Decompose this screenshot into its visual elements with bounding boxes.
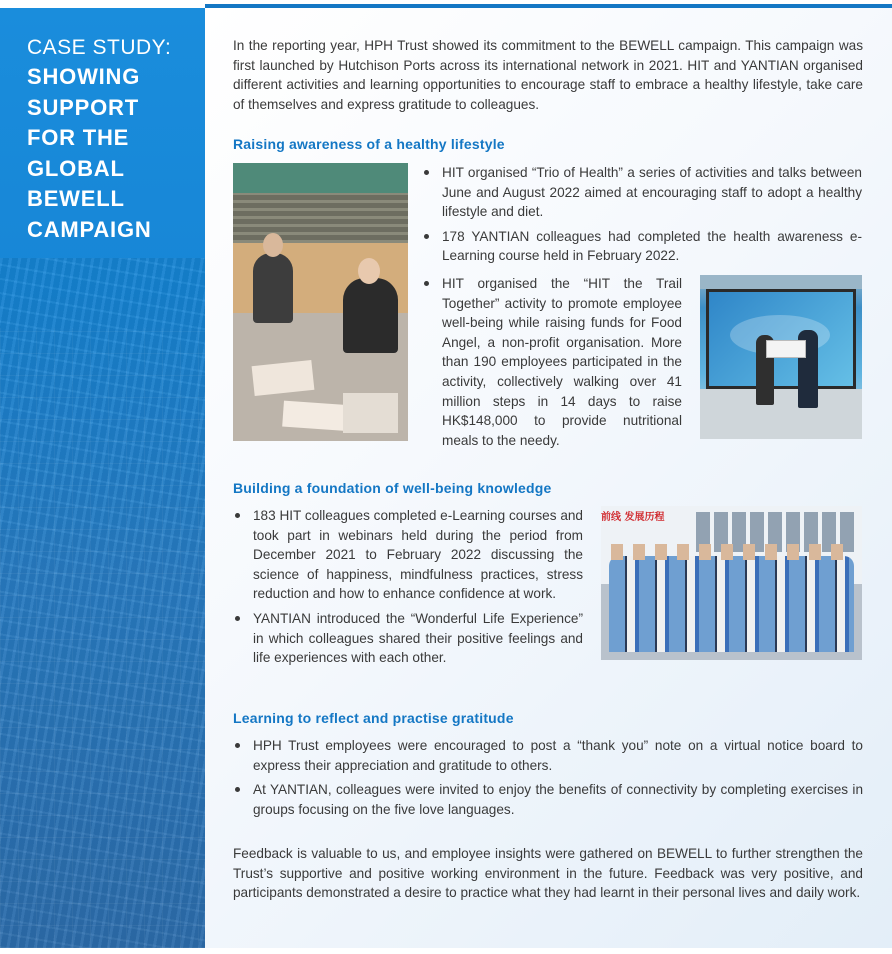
title-line: CAMPAIGN (27, 216, 152, 242)
bullet-list-healthy-lifestyle-top (422, 163, 862, 271)
photo-banner-text: 前线 发展历程 (601, 512, 665, 523)
list-item: HIT organised the “HIT the Trail Together” activity to promote employee well-being while raising funds for Food Angel, a non-profit organisation. More than 190 employees participated in the activity, collectively walking over 41 million steps in 14 days to raise HK$148,000 to provide nutritional meals to the needy. (422, 274, 682, 450)
title-line: SHOWING (27, 64, 141, 89)
list-item: HPH Trust employees were encouraged to post a “thank you” note on a virtual notice board to express their appreciation and gratitude to others. (233, 736, 863, 775)
title-line: BEWELL (27, 186, 125, 211)
photo-leaflets (343, 393, 398, 433)
photo-person-head (358, 258, 380, 284)
bottom-border (0, 948, 892, 954)
list-item: YANTIAN introduced the “Wonderful Life Experience” in which colleagues shared their positive feelings and life experiences with each other. (233, 609, 583, 668)
bullet-list-gratitude (233, 736, 863, 824)
list-item: 183 HIT colleagues completed e-Learning courses and took part in webinars held during the period from December 2021 to February 2022 discussing the science of happiness, mindfulness practices, stress reduction and how to enhance confidence at work. (233, 506, 583, 604)
port-grid-overlay (0, 328, 205, 948)
section-heading-healthy-lifestyle: Raising awareness of a healthy lifestyle (233, 136, 505, 152)
cheque-presentation-photo (700, 275, 862, 439)
case-study-title (27, 62, 202, 245)
bullet-list-healthy-lifestyle-trail (422, 274, 682, 455)
photo-ceiling (700, 275, 862, 289)
photo-person (253, 253, 293, 323)
title-line: FOR THE (27, 125, 130, 150)
photo-leaflets (252, 360, 315, 396)
health-event-photo (233, 163, 408, 441)
section-heading-gratitude: Learning to reflect and practise gratitude (233, 710, 514, 726)
photo-bleachers (233, 193, 408, 243)
intro-paragraph: In the reporting year, HPH Trust showed its commitment to the BEWELL campaign. This campaign was first launched by Hutchison Ports across its international network in 2021. HIT and YANTIAN organised different activities and learning opportunities to encourage staff to embrace a healthy lifestyle, take care of themselves and express gratitude to colleagues. (233, 38, 863, 112)
section-heading-wellbeing-knowledge: Building a foundation of well-being knowledge (233, 480, 552, 496)
photo-group-people (609, 556, 854, 652)
list-item: 178 YANTIAN colleagues had completed the health awareness e-Learning course held in February 2022. (422, 227, 862, 266)
title-line: GLOBAL (27, 155, 125, 181)
title-line: SUPPORT (27, 94, 139, 120)
group-photo (601, 506, 862, 660)
photo-cheque (766, 340, 806, 358)
list-item: At YANTIAN, colleagues were invited to enjoy the benefits of connectivity by completing exercises in groups focusing on the five love languages. (233, 780, 863, 819)
case-study-label: CASE STUDY: (27, 36, 172, 59)
bullet-list-wellbeing-knowledge (233, 506, 583, 673)
list-item: HIT organised “Trio of Health” a series of activities and talks between June and August 2022 aimed at encouraging staff to adopt a healthy lifestyle and diet. (422, 163, 862, 222)
photo-person-head (263, 233, 283, 257)
photo-group-heads (611, 544, 851, 560)
closing-paragraph: Feedback is valuable to us, and employee insights were gathered on BEWELL to further strengthen the Trust’s supportive and positive working environment in the future. Feedback was very positive, and participants demonstrated a desire to practice what they had learnt in their personal lives and daily work. (233, 846, 863, 901)
photo-person (343, 278, 398, 353)
photo-floor (700, 389, 862, 439)
